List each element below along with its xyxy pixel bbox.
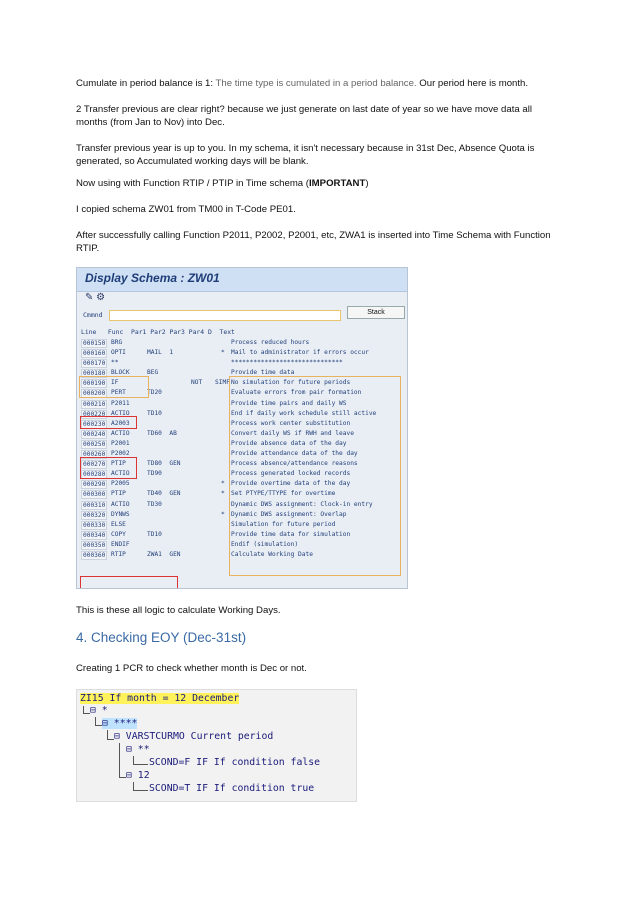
schema-cell-d: * xyxy=(221,480,225,488)
schema-cell-line: 000250 xyxy=(83,440,106,448)
schema-cell-text: Simulation for future period xyxy=(231,520,336,528)
schema-cell-func: ACTIO xyxy=(111,409,130,417)
schema-cell-text: Provide time data for simulation xyxy=(231,530,351,538)
tree-connector xyxy=(107,730,114,740)
red-highlight-p2011 xyxy=(80,416,137,429)
schema-cell-text: Provide time data xyxy=(231,369,295,377)
schema-column-header: Line Func Par1 Par2 Par3 Par4 D Text xyxy=(81,328,235,336)
schema-cell-line: 000330 xyxy=(83,521,106,529)
tree-connector xyxy=(95,717,102,726)
schema-cell-text: Provide overtime data of the day xyxy=(231,480,351,488)
schema-cell-text: Evaluate errors from pair formation xyxy=(231,389,362,397)
schema-cell-line: 000210 xyxy=(83,400,106,408)
schema-cell-line: 000160 xyxy=(83,350,106,358)
schema-cell-line: 000360 xyxy=(83,551,106,559)
schema-cell-line: 000220 xyxy=(83,410,106,418)
schema-cell-line: 000350 xyxy=(83,541,106,549)
schema-cell-func: P2005 xyxy=(111,480,130,488)
tree-connector xyxy=(133,756,148,765)
tree-connector xyxy=(133,782,148,791)
schema-cell-line: 000260 xyxy=(83,451,106,459)
schema-cell-line: 000180 xyxy=(83,370,106,378)
tree-connector xyxy=(119,743,126,778)
stack-button: Stack xyxy=(347,306,405,319)
paragraph-function-rtip: Now using with Function RTIP / PTIP in Time schema (IMPORTANT) xyxy=(76,178,369,189)
schema-cell-text: Process absence/attendance reasons xyxy=(231,460,358,468)
sap-schema-screenshot xyxy=(76,267,408,589)
schema-row xyxy=(77,358,407,368)
schema-cell-func: ENDIF xyxy=(111,540,130,548)
schema-cell-text: Provide absence data of the day xyxy=(231,439,347,447)
schema-cell-func: ** xyxy=(111,359,119,367)
paragraph-logic: This is these all logic to calculate Working Days. xyxy=(76,605,281,616)
schema-cell-line: 000150 xyxy=(83,340,106,347)
command-field xyxy=(109,310,341,321)
sap-toolbar-icons: ✎ ⚙ xyxy=(85,292,106,303)
schema-cell-func: ACTIO xyxy=(111,470,130,478)
schema-cell-p1: TD30 xyxy=(147,500,162,508)
section-heading: 4. Checking EOY (Dec-31st) xyxy=(76,630,247,645)
paragraph-transfer-previous: 2 Transfer previous are clear right? because we just generate on last date of year so we have move data all months (from Jan to Nov) into Dec. xyxy=(76,104,532,128)
red-highlight-p2001-p2002 xyxy=(80,457,137,479)
schema-cell-line: 000170 xyxy=(83,360,106,368)
schema-cell-func: PERT xyxy=(111,389,126,397)
schema-cell-line: 000320 xyxy=(83,511,106,519)
pcr-title: ZI15 If month = 12 December xyxy=(80,693,240,704)
paragraph-creating-pcr: Creating 1 PCR to check whether month is Dec or not. xyxy=(76,663,307,674)
schema-cell-line: 000310 xyxy=(83,501,106,509)
schema-cell-text: Dynamic DWS assignment: Overlap xyxy=(231,510,347,518)
pcr-op-false: SCOND=F IF If condition false xyxy=(149,757,321,768)
paragraph-cumulate: Cumulate in period balance is 1: The time type is cumulated in a period balance. Our period here is month. xyxy=(76,78,529,89)
schema-cell-text: End if daily work schedule still active xyxy=(231,409,377,417)
schema-cell-func: RTIP xyxy=(111,550,126,558)
schema-cell-text: Provide attendance data of the day xyxy=(231,450,358,458)
schema-cell-text: Process reduced hours xyxy=(231,339,310,346)
schema-cell-text: Process work center substitution xyxy=(231,419,351,427)
pcr-node-varstcurmo: ⊟ VARSTCURMO Current period xyxy=(114,731,274,742)
schema-cell-p1: TD40 GEN xyxy=(147,490,181,498)
pcr-node-4star: ⊟ **** xyxy=(102,718,138,729)
pcr-op-true: SCOND=T IF If condition true xyxy=(149,783,315,794)
schema-row xyxy=(77,348,407,358)
orange-highlight-text xyxy=(229,376,401,576)
schema-cell-line: 000290 xyxy=(83,481,106,489)
schema-cell-line: 000190 xyxy=(83,380,106,388)
schema-cell-func: ACTIO xyxy=(111,500,130,508)
schema-cell-func: P2011 xyxy=(111,399,130,407)
schema-cell-func: ACTIO xyxy=(111,429,130,437)
paragraph-after-calling: After successfully calling Function P2011, P2002, P2001, etc, ZWA1 is inserted into Time Schema with Function RTIP. xyxy=(76,230,551,254)
schema-cell-d: * xyxy=(221,490,225,498)
schema-cell-p1: TD60 AB xyxy=(147,429,177,437)
schema-cell-line: 000340 xyxy=(83,531,106,539)
schema-cell-text: Dynamic DWS assignment: Clock-in entry xyxy=(231,500,373,508)
schema-cell-text: Provide time pairs and daily WS xyxy=(231,399,347,407)
schema-cell-text: ****************************** xyxy=(231,359,343,367)
schema-cell-p1: TD10 xyxy=(147,530,162,538)
schema-cell-p1: TD10 xyxy=(147,409,162,417)
schema-cell-p1: ZWA1 GEN xyxy=(147,550,181,558)
schema-cell-p4: SIMF xyxy=(215,379,230,387)
paragraph-copied-schema: I copied schema ZW01 from TM00 in T-Code PE01. xyxy=(76,204,296,215)
schema-cell-d: * xyxy=(221,349,225,357)
schema-cell-text: No simulation for future periods xyxy=(231,379,351,387)
pcr-node-12: ⊟ 12 xyxy=(126,770,150,781)
schema-cell-text: Set PTYPE/TTYPE for overtime xyxy=(231,490,336,498)
paragraph-transfer-year: Transfer previous year is up to you. In my schema, it isn't necessary because in 31st Dec, Absence Quota is generated, so Accumulated working days will be blank. xyxy=(76,143,535,167)
schema-cell-line: 000300 xyxy=(83,491,106,499)
schema-cell-line: 000200 xyxy=(83,390,106,398)
schema-cell-text: Process generated locked records xyxy=(231,470,351,478)
schema-cell-text: Endif (simulation) xyxy=(231,540,299,548)
schema-cell-func: PTIP xyxy=(111,490,126,498)
schema-cell-func: P2002 xyxy=(111,450,130,458)
schema-row xyxy=(77,338,407,348)
schema-cell-line: 000240 xyxy=(83,430,106,438)
red-highlight-rtip xyxy=(80,576,178,589)
schema-cell-text: Mail to administrator if errors occur xyxy=(231,349,369,357)
orange-highlight-if xyxy=(79,376,149,398)
schema-cell-text: Calculate Working Date xyxy=(231,550,313,558)
schema-cell-p1: MAIL 1 xyxy=(147,349,174,357)
schema-cell-func: IF xyxy=(111,379,119,387)
sap-title: Display Schema : ZW01 xyxy=(85,271,220,285)
schema-cell-func: PTIP xyxy=(111,460,126,468)
schema-cell-func: BRG xyxy=(111,339,123,346)
schema-cell-d: * xyxy=(221,510,225,518)
tree-connector xyxy=(83,706,90,714)
schema-cell-p1: TD20 xyxy=(147,389,162,397)
schema-cell-func: ELSE xyxy=(111,520,126,528)
pcr-node-star: ⊟ * xyxy=(90,705,108,716)
schema-cell-line: 000270 xyxy=(83,461,106,469)
schema-cell-line: 000280 xyxy=(83,471,106,479)
schema-cell-p1: BEG xyxy=(147,369,159,377)
pcr-tree-screenshot xyxy=(76,689,357,802)
schema-cell-p1: TD90 xyxy=(147,470,162,478)
command-label: Cmmnd xyxy=(83,311,103,319)
schema-cell-func: COPY xyxy=(111,530,126,538)
schema-cell-func: A2003 xyxy=(111,419,130,427)
schema-cell-p1: TD80 GEN xyxy=(147,460,181,468)
sap-title-bar xyxy=(77,268,407,292)
schema-cell-text: Convert daily WS if RWH and leave xyxy=(231,429,354,437)
schema-cell-p3: NOT xyxy=(191,379,203,387)
schema-cell-func: BLOCK xyxy=(111,369,130,377)
schema-cell-func: DYNWS xyxy=(111,510,130,518)
schema-cell-func: OPTI xyxy=(111,349,126,357)
schema-cell-func: P2001 xyxy=(111,439,130,447)
schema-cell-line: 000230 xyxy=(83,420,106,428)
pcr-node-2star: ⊟ ** xyxy=(126,744,150,755)
